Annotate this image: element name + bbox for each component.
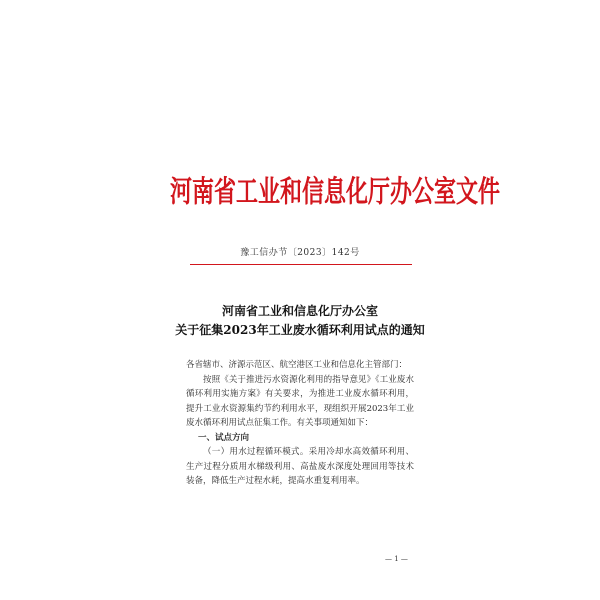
body-paragraph-2: （一）用水过程循环模式。采用冷却水高效循环利用、生产过程分质用水梯级利用、高盐废水深度处理回用等技术装备，降低生产过程水耗，提高水重复利用率。	[186, 447, 414, 486]
red-separator-line	[190, 264, 412, 265]
notice-title-line-2: 关于征集2023年工业废水循环利用试点的通知	[175, 323, 425, 337]
page-number: — 1 —	[385, 555, 408, 563]
section-heading-1: 一、试点方向	[198, 432, 250, 443]
masthead-title: 河南省工业和信息化厅办公室文件	[170, 174, 501, 210]
notice-body	[186, 358, 414, 489]
notice-title	[150, 302, 450, 340]
addressee: 各省辖市、济源示范区、航空港区工业和信息化主管部门：	[186, 360, 408, 370]
body-paragraph-1: 按照《关于推进污水资源化利用的指导意见》《工业废水循环利用实施方案》有关要求，为推进工业废水循环利用，提升工业水资源集约节约利用水平，现组织开展2023年工业废水循环利用试点征集工作。有关事项通知如下：	[186, 374, 414, 428]
notice-title-line-1: 河南省工业和信息化厅办公室	[221, 304, 378, 318]
document-number: 豫工信办节〔2023〕142号	[240, 248, 360, 258]
